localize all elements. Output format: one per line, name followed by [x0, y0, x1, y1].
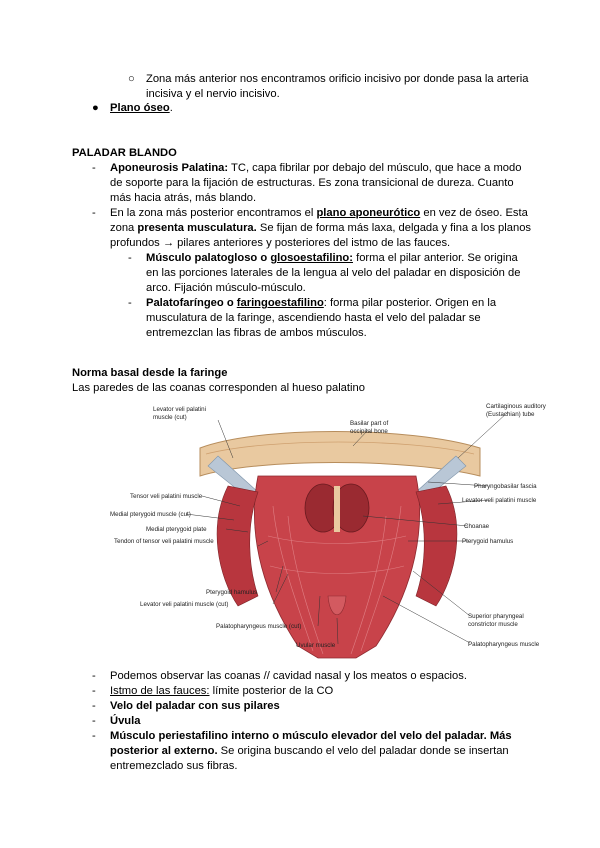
- anatomy-illustration: [108, 396, 566, 664]
- label-levator-right: Levator veli palatini muscle: [462, 497, 537, 504]
- posterior-text-a: En la zona más posterior encontramos el: [110, 207, 317, 219]
- dot-bullet: ●: [92, 102, 99, 114]
- dash-bullet: -: [128, 252, 132, 264]
- posterior-l2-a: zona: [110, 222, 138, 234]
- palatofaringeo-text: : forma pilar posterior. Origen en la: [323, 297, 497, 309]
- bottom-item-istmo: [110, 684, 333, 699]
- posterior-l2-c: Se fijan de forma más laxa, delgada y fina a los planos: [256, 222, 532, 234]
- plano-oseo-period: .: [169, 102, 173, 114]
- palatogloso-term: Músculo palatogloso o: [146, 252, 271, 264]
- label-superior-l1: Superior pharyngeal: [468, 613, 524, 620]
- faringoestafilino-term: faringoestafilino: [236, 297, 324, 309]
- label-tendon: Tendon of tensor veli palatini muscle: [114, 538, 214, 545]
- posterior-text-c: en vez de óseo. Esta: [420, 207, 528, 219]
- label-hamulus-left: Pterygoid hamulus: [206, 589, 258, 596]
- plano-oseo-label: Plano óseo: [110, 102, 170, 114]
- label-palatopharyngeus-right: Palatopharyngeus muscle: [468, 641, 540, 648]
- aponeurosis-term: Aponeurosis Palatina:: [110, 162, 229, 174]
- bottom-item-velo: Velo del paladar con sus pilares: [110, 700, 280, 712]
- bottom-item-periestafilino-l1: Músculo periestafilino interno o músculo elevador del velo del paladar. Más: [110, 730, 512, 742]
- palatogloso-line-2: en las porciones laterales de la lengua al velo del paladar en disposición de: [146, 267, 521, 279]
- label-choanae: Choanae: [464, 523, 490, 530]
- aponeurosis-line-1: [110, 161, 521, 176]
- istmo-text: límite posterior de la CO: [209, 685, 334, 697]
- aponeurosis-text: TC, capa fibrilar por debajo del músculo, que hace a modo: [228, 162, 522, 174]
- palatofaringeo-line-1: [146, 296, 496, 311]
- bottom-item-uvula: Úvula: [110, 715, 141, 727]
- aponeurosis-line-2: de soporte para la fijación de estructuras. Es zona transicional de dureza. Cuanto: [110, 177, 514, 189]
- label-basilar-l2: occipital bone: [350, 428, 388, 435]
- dash-bullet: -: [128, 297, 132, 309]
- palatofaringeo-line-2: musculatura de la faringe, ascendiendo hasta el velo del paladar se: [146, 312, 481, 324]
- label-levator-cut2: Levator veli palatini muscle (cut): [140, 601, 229, 608]
- plano-aponeurotico: plano aponeurótico: [316, 207, 421, 219]
- periestafilino-text: Se origina buscando el velo del paladar donde se insertan: [217, 745, 509, 757]
- section-heading-norma: Norma basal desde la faringe: [72, 367, 228, 379]
- palatogloso-text: forma el pilar anterior. Se origina: [352, 252, 518, 264]
- palatofaringeo-term: Palatofaríngeo o: [146, 297, 237, 309]
- vomer: [334, 486, 340, 532]
- aponeurosis-line-3: más hacia atrás, más blando.: [110, 192, 257, 204]
- circle-item-line-1: Zona más anterior nos encontramos orificio incisivo por donde pasa la arteria: [146, 73, 529, 85]
- dash-bullet: -: [92, 162, 96, 174]
- label-tensor: Tensor veli palatini muscle: [130, 493, 203, 500]
- palatogloso-line-3: arco. Fijación músculo-músculo.: [146, 282, 306, 294]
- label-cartilaginous-l1: Cartilaginous auditory: [486, 403, 546, 410]
- label-cartilaginous-l2: (Eustachian) tube: [486, 411, 535, 418]
- dash-bullet: -: [92, 700, 96, 712]
- label-uvular: Uvular muscle: [296, 642, 336, 649]
- palatofaringeo-line-3: entremezclan las fibras de ambos músculos.: [146, 327, 367, 339]
- plano-oseo-item: [110, 101, 173, 116]
- label-hamulus-right: Pterygoid hamulus: [462, 538, 514, 545]
- dash-bullet: -: [92, 670, 96, 682]
- posterior-externo: posterior al externo.: [110, 745, 218, 757]
- dash-bullet: -: [92, 730, 96, 742]
- label-pharyngobasilar: Pharyngobasilar fascia: [474, 483, 537, 490]
- label-levator-cut-l1: Levator veli palatini: [153, 406, 206, 413]
- label-basilar-l1: Basilar part of: [350, 420, 389, 427]
- label-medial-pterygoid-plate: Medial pterygoid plate: [146, 526, 207, 533]
- presenta-musculatura: presenta musculatura.: [137, 222, 257, 234]
- bottom-item-periestafilino-l3: entremezclado sus fibras.: [110, 760, 238, 772]
- circle-item-line-2: incisiva y el nervio incisivo.: [146, 88, 280, 100]
- dash-bullet: -: [92, 207, 96, 219]
- palatogloso-line-1: [146, 251, 518, 266]
- istmo-term: Istmo de las fauces:: [110, 685, 210, 697]
- posterior-line-1: [110, 206, 528, 221]
- label-levator-cut-l2: muscle (cut): [153, 414, 187, 421]
- label-palatopharyngeus-cut: Palatopharyngeus muscle (cut): [216, 623, 302, 630]
- bottom-item-periestafilino-l2: [110, 744, 509, 759]
- label-medial-pterygoid-muscle: Medial pterygoid muscle (cut): [110, 511, 191, 518]
- dash-bullet: -: [92, 685, 96, 697]
- norma-subtitle: Las paredes de las coanas corresponden al hueso palatino: [72, 382, 365, 394]
- posterior-line-2: [110, 221, 531, 236]
- glosoestafilino-term: glosoestafilino:: [270, 252, 353, 264]
- label-superior-l2: constrictor muscle: [468, 621, 518, 628]
- dash-bullet: -: [92, 715, 96, 727]
- circle-bullet: ○: [128, 73, 135, 85]
- posterior-line-3: profundos → pilares anteriores y posteriores del istmo de las fauces.: [110, 237, 451, 249]
- bottom-item-coanas: Podemos observar las coanas // cavidad nasal y los meatos o espacios.: [110, 670, 467, 682]
- section-heading-paladar: PALADAR BLANDO: [72, 147, 177, 159]
